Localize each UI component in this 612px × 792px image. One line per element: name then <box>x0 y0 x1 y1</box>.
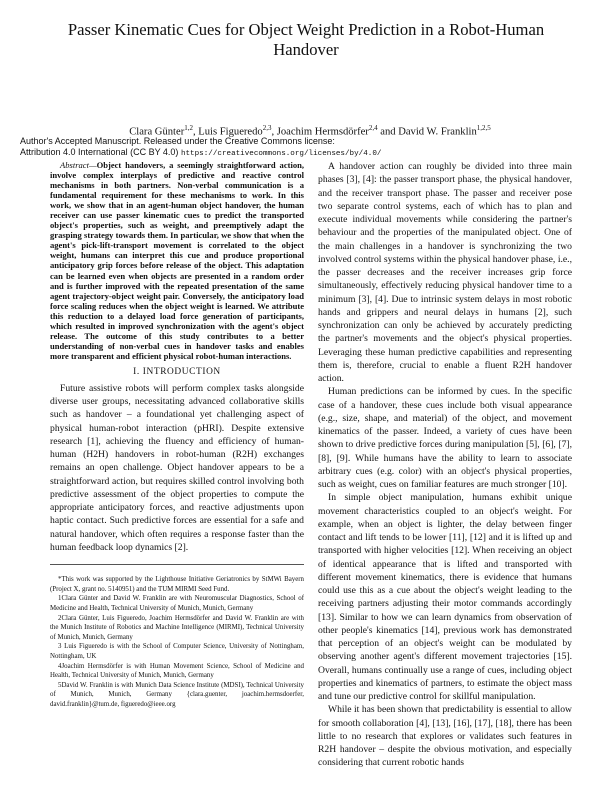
license-line <box>20 147 440 160</box>
footnote: 3 Luis Figueredo is with the School of Computer Science, University of Nottingham, Nottingham, UK <box>50 643 304 660</box>
body-paragraph: In simple object manipulation, humans exhibit unique movement characteristics coupled to an object's weight. For example, when an object is lighter, the delay between finger contact and lift tends to be lower [11], [12] and it is lifted up and transported with higher velocities [12]. When receiving an object of identical appearance that is lifted and transported with different movement kinematics, there is evidence that humans could use this as a cue about the object's weight leading to the receiving partners adjusting their motor commands accordingly [13]. Similar to how we can learn dynamics from observation of other people's kinematics [14], previous work has demonstrated that perception of an object's weight can be modulated by observing another agent's different movement trajectories [15]. Overall, humans continually use a range of cues, including object properties and kinematics of partners, to estimate the object mass and tune our predictive control for skillful manipulation. <box>318 492 572 702</box>
license-link[interactable]: https://creativecommons.org/licenses/by/4.0/ <box>180 150 382 158</box>
footnote: 2Clara Günter, Luis Figueredo, Joachim Hermsdörfer and David W. Franklin are with the Munich Institute of Robotics and Machine Intelligence (MIRMI), Technical University of Munich, Munich, Germany <box>50 614 304 641</box>
body-paragraph: A handover action can roughly be divided into three main phases [3], [4]: the passer transport phase, the physical handover, and the receiver transport phase. The passer and receiver pose two separate control systems, each of which has to plan and execute individual movements while considering the partner's behaviour and the properties of the manipulated object. One of the main challenges in a handover is synchronizing the two involved control systems within the physical handover phase, i.e., the passer decreases and the receiver increases grip force simultaneously, effectively reducing physical handover time to a minimum [3], [4]. Due to intrinsic system delays in most robotic hands and grippers and neural delays in humans [2], such synchronization can only be achieved by accurately predicting the partner's movements and the object's physical properties. Leveraging these human predictive capabilities and representing them is, therefore, crucial to enable a fluent R2H handover action. <box>318 161 572 384</box>
body-paragraph: Future assistive robots will perform complex tasks alongside diverse user groups, necessitating advanced collaborative skills such as handover – a foundational yet challenging aspect of physical human-robot interaction (pHRI). Despite extensive research [1], achieving the fluency and efficiency of human-human (H2H) handovers in robot-human (R2H) exchanges remains an open challenge. Object handover appears to be a straightforward action, but requires skilled control involving both predictive assessment of the object properties to compute the appropriate anticipatory forces, and reactive adjustments upon haptic contact. Such predictive forces are essential for a safe and natural handover, which often requires a response faster than the human feedback loop dynamics [2]. <box>50 382 304 553</box>
abstract-text: Object handovers, a seemingly straightforward action, involve complex interplays of predictive and reactive control mechanisms in both partners. Non-verbal communication is a fundamental requirement for these mechanisms to work. In this work, we show that in an agent-human object handover, the human receiver can use passer kinematic cues to predict the transported object's properties, such as weight, and preemptively adapt the grasping strategy towards them. In particular, we show that when the agent's pick-lift-transport movement is correlated to the object weight, humans can interpret this cue and produce proportional anticipatory grip forces before release of the object. This adaptation can be learned even when objects are presented in a random order and is further improved with the repeated presentation of the same agent trajectory-object weight pair. Conversely, the anticipatory load force scaling reduces when the object weight is learned. We attribute this reduction to a delayed load force generation of participants, which resulted in improved synchronization with the agent's object release. The outcome of this study contributes to a better understanding of non-verbal cues in handover tasks and enables more transparent and efficient physical robot-human interactions. <box>50 160 304 361</box>
footnote: 1Clara Günter and David W. Franklin are with Neuromuscular Diagnostics, School of Medicine and Health, Technical University of Munich, Munich, Germany <box>50 595 304 612</box>
right-column <box>318 160 572 780</box>
footnotes <box>50 564 304 709</box>
author-affiliation: 2,4 <box>368 124 378 132</box>
license-line: Author's Accepted Manuscript. Released under the Creative Commons license: <box>20 136 335 146</box>
author-affiliation: 1,2 <box>184 124 193 132</box>
abstract-lead: Abstract <box>60 160 89 170</box>
body-paragraph: Human predictions can be informed by cues. In the specific case of a handover, these cues include both visual appearance (e.g., size, shape, and material) of the object, and movement kinematics of the passer. Indeed, a variety of cues have been shown to drive predictive forces during manipulation [5], [6], [7], [8], [9]. While humans have the ability to learn to associate arbitrary cues (e.g. color) with an object's physical properties, such as weight, cues on familiar features are much stronger [10]. <box>318 386 572 490</box>
author-name: Clara Günter <box>129 126 185 138</box>
license-notice <box>20 136 440 160</box>
author-name: David W. Franklin <box>398 126 477 138</box>
footnote: 5David W. Franklin is with Munich Data Science Institute (MDSI), Technical University of Munich, Munich, Germany {clara.guenter, joachim.hermsdoerfer, david.franklin}@tum.de, figueredo@ieee.org <box>50 681 304 708</box>
author-name: Joachim Hermsdörfer <box>276 126 369 138</box>
footnote: 4Joachim Hermsdörfer is with Human Movement Science, School of Medicine and Health, Technical University of Munich, Munich, Germany <box>50 662 304 680</box>
author-affiliation: 2,3 <box>262 124 272 132</box>
author-name: Luis Figueredo <box>198 126 263 138</box>
section-heading: I. INTRODUCTION <box>133 366 221 377</box>
license-name: Attribution 4.0 International (CC BY 4.0) <box>20 147 179 157</box>
left-column <box>50 160 304 780</box>
author-list: Clara Günter$^{1,2}$, Luis Figueredo$^{2,3}$, Joachim Hermsdörfer$^{2,4}$ and David W. Franklin$^{1,2,5}$ <box>129 124 491 138</box>
author-affiliation: 1,2,5 <box>476 124 491 132</box>
paper-title: Passer Kinematic Cues for Object Weight Prediction in a Robot-Human Handover <box>67 20 545 59</box>
body-paragraph: While it has been shown that predictability is essential to allow for smooth collaboration [4], [13], [16], [17], [18], there has been little to no research that explores or validates such features in R2H handover – despite the obvious motivation, and especially considering that current robotic hands <box>318 704 572 769</box>
abstract: Abstract—Object handovers, a seemingly straightforward action, involve complex interplays of predictive and reactive control mechanisms in both partners. Non-verbal communication is a fundamental requirement for these mechanisms to work. In this work, we show that in an agent-human object handover, the human receiver can use passer kinematic cues to predict the transported object's properties, such as weight, and preemptively adapt the grasping strategy towards them. In particular, we show that when the agent's pick-lift-transport movement is correlated to the object weight, humans can interpret this cue and produce proportional anticipatory grip forces before release of the object. This adaptation can be learned even when objects are presented in a random order and is further improved with the repeated presentation of the same agent trajectory-object weight pair. Conversely, the anticipatory load force scaling reduces when the object weight is learned. We attribute this reduction to a delayed load force generation of participants, which resulted in improved synchronization with the agent's object release. The outcome of this study contributes to a better understanding of non-verbal cues in handover tasks and enables more transparent and efficient physical robot-human interactions. <box>50 160 304 361</box>
footnote: *This work was supported by the Lighthouse Initiative Geriatronics by StMWi Bayern (Project X, grant no. 5140951) and the TUM MIRMI Seed Fund. <box>50 576 304 593</box>
